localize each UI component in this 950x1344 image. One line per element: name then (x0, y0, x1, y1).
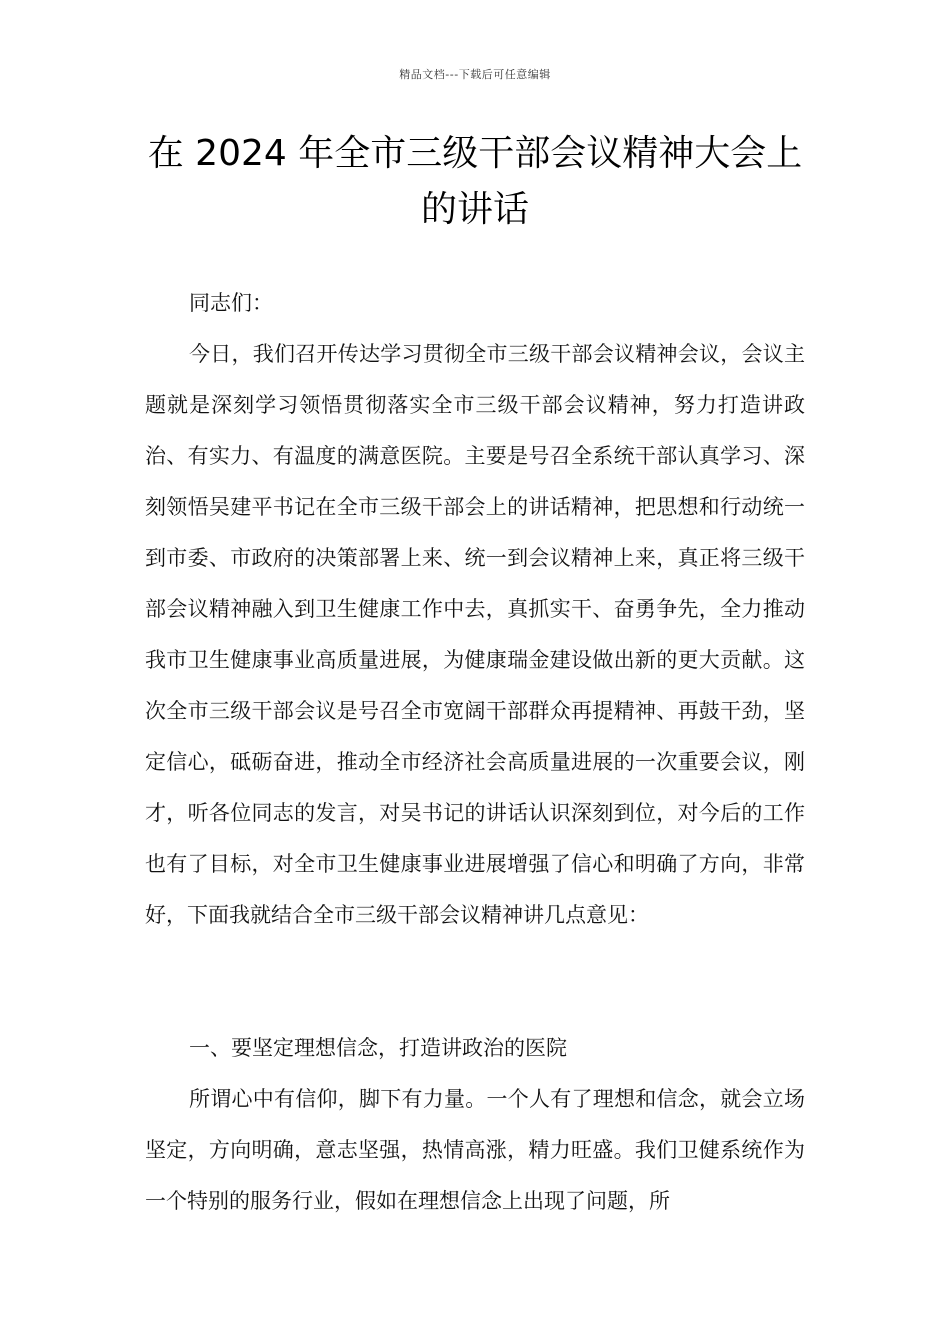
body-paragraph: 今日，我们召开传达学习贯彻全市三级干部会议精神会议，会议主题就是深刻学习领悟贯彻落实全市三级干部会议精神，努力打造讲政治、有实力、有温度的满意医院。主要是号召全系统干部认真学习、深刻领悟吴建平书记在全市三级干部会上的讲话精神，把思想和行动统一到市委、市政府的决策部署上来、统一到会议精神上来，真正将三级干部会议精神融入到卫生健康工作中去，真抓实干、奋勇争先，全力推动我市卫生健康事业高质量进展，为健康瑞金建设做出新的更大贡献。这次全市三级干部会议是号召全市宽阔干部群众再提精神、再鼓干劲，坚定信心，砥砺奋进，推动全市经济社会高质量进展的一次重要会议，刚才，听各位同志的发言，对吴书记的讲话认识深刻到位，对今后的工作也有了目标，对全市卫生健康事业进展增强了信心和明确了方向，非常好，下面我就结合全市三级干部会议精神讲几点意见： (145, 342, 805, 927)
document-title: 在 2024 年全市三级干部会议精神大会上的讲话 (147, 133, 803, 230)
header-note: 精品文档---下载后可任意编辑 (399, 68, 551, 81)
greeting: 同志们： (189, 291, 273, 315)
section-heading: 一、要坚定理想信念，打造讲政治的医院 (189, 1036, 567, 1060)
body-paragraph: 所谓心中有信仰，脚下有力量。一个人有了理想和信念，就会立场坚定，方向明确，意志坚强，热情高涨，精力旺盛。我们卫健系统作为一个特别的服务行业，假如在理想信念上出现了问题，所 (145, 1087, 805, 1213)
